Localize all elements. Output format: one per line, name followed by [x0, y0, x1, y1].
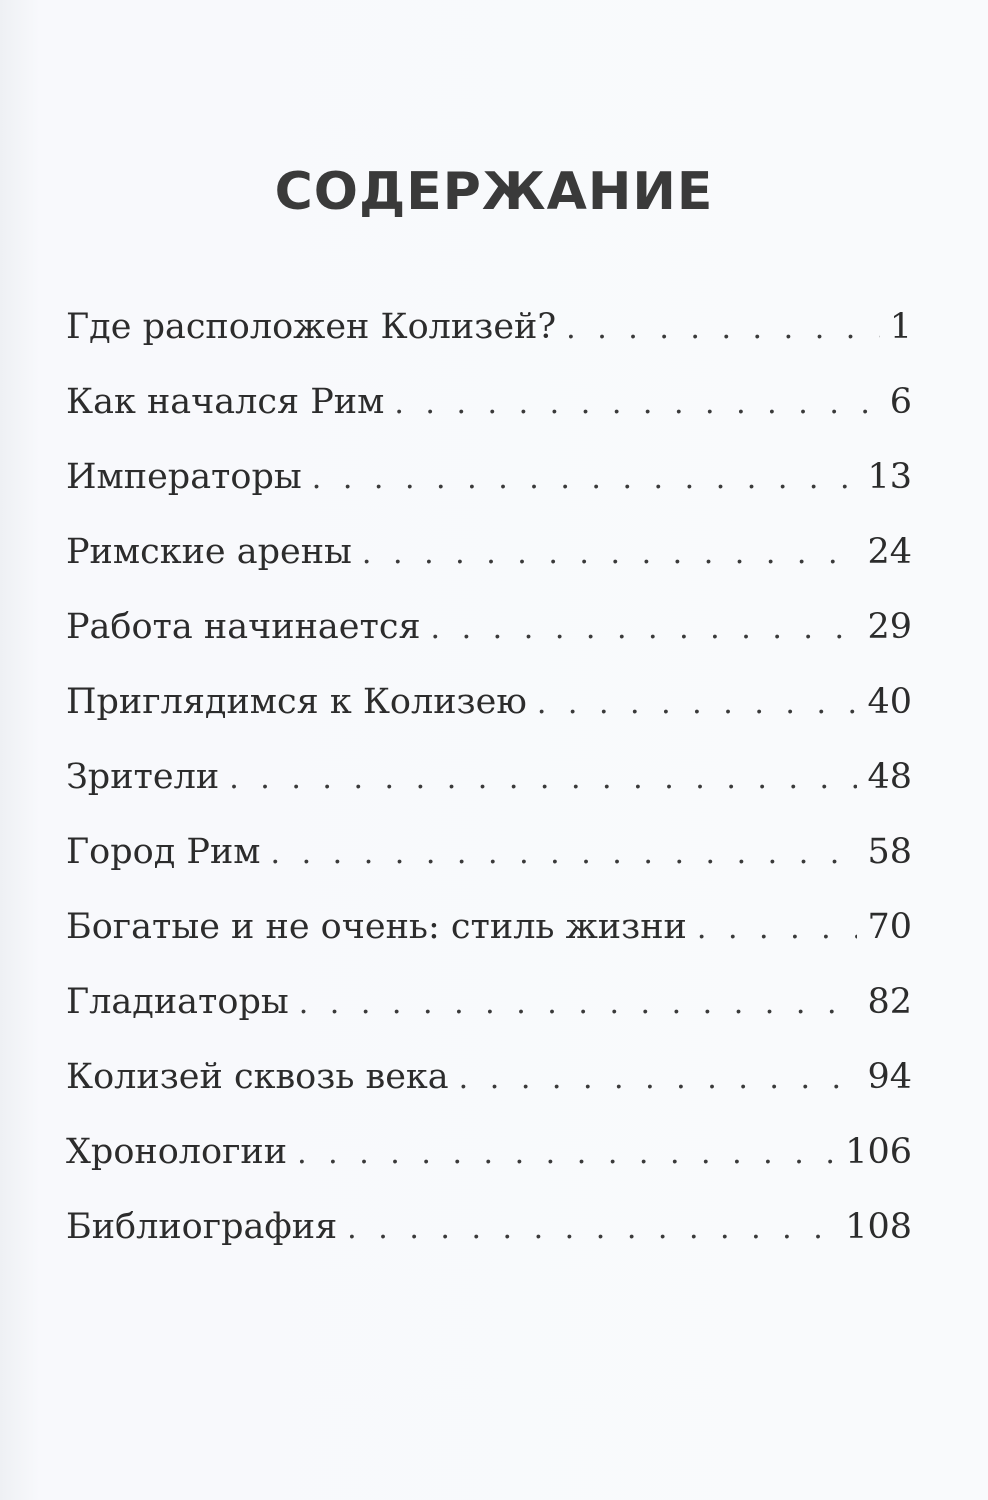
- toc-entry-title: Город Рим: [66, 832, 261, 872]
- toc-entry-title: Где расположен Колизей?: [66, 307, 557, 347]
- toc-entry-title: Хронологии: [66, 1132, 288, 1172]
- dot-leader: [312, 454, 858, 504]
- toc-entry-title: Работа начинается: [66, 607, 421, 647]
- toc-entry[interactable]: [66, 1052, 912, 1127]
- dot-leader: [394, 379, 879, 429]
- toc-entry-page: 6: [889, 382, 912, 422]
- toc-entry-page: 40: [867, 682, 912, 722]
- toc-entry-title: Гладиаторы: [66, 982, 289, 1022]
- toc-entry-title: Как начался Рим: [66, 382, 385, 422]
- toc-entry-page: 48: [867, 757, 912, 797]
- toc-entry[interactable]: [66, 752, 912, 827]
- toc-entry-page: 13: [867, 457, 912, 497]
- toc-entry-title: Библиография: [66, 1207, 338, 1247]
- toc-entry[interactable]: [66, 827, 912, 902]
- dot-leader: [362, 529, 858, 579]
- toc-entry-page: 106: [845, 1132, 912, 1172]
- toc-entry-title: Зрители: [66, 757, 220, 797]
- toc-entry[interactable]: [66, 677, 912, 752]
- toc-entry-title: Императоры: [66, 457, 302, 497]
- toc-entry-page: 1: [889, 307, 912, 347]
- table-of-contents: [66, 302, 912, 1277]
- toc-entry-title: Колизей сквозь века: [66, 1057, 449, 1097]
- toc-entry[interactable]: [66, 527, 912, 602]
- toc-entry[interactable]: [66, 977, 912, 1052]
- toc-entry-page: 94: [867, 1057, 912, 1097]
- toc-entry-page: 24: [867, 532, 912, 572]
- page-title: СОДЕРЖАНИЕ: [274, 162, 714, 222]
- toc-entry-title: Приглядимся к Колизею: [66, 682, 527, 722]
- dot-leader: [229, 754, 857, 804]
- dot-leader: [697, 904, 858, 954]
- dot-leader: [347, 1204, 835, 1254]
- dot-leader: [537, 679, 858, 729]
- toc-entry-page: 70: [867, 907, 912, 947]
- dot-leader: [299, 979, 858, 1029]
- dot-leader: [431, 604, 858, 654]
- dot-leader: [271, 829, 858, 879]
- toc-entry[interactable]: [66, 1202, 912, 1277]
- toc-entry[interactable]: [66, 452, 912, 527]
- toc-entry[interactable]: [66, 1127, 912, 1202]
- dot-leader: [459, 1054, 858, 1104]
- toc-entry-title: Римские арены: [66, 532, 352, 572]
- toc-entry[interactable]: [66, 902, 912, 977]
- toc-entry[interactable]: [66, 302, 912, 377]
- toc-entry[interactable]: [66, 602, 912, 677]
- dot-leader: [297, 1129, 835, 1179]
- toc-entry-page: 58: [867, 832, 912, 872]
- toc-entry[interactable]: [66, 377, 912, 452]
- toc-entry-page: 29: [867, 607, 912, 647]
- toc-entry-page: 82: [867, 982, 912, 1022]
- dot-leader: [566, 304, 880, 354]
- toc-entry-page: 108: [845, 1207, 912, 1247]
- toc-entry-title: Богатые и не очень: стиль жизни: [66, 907, 687, 947]
